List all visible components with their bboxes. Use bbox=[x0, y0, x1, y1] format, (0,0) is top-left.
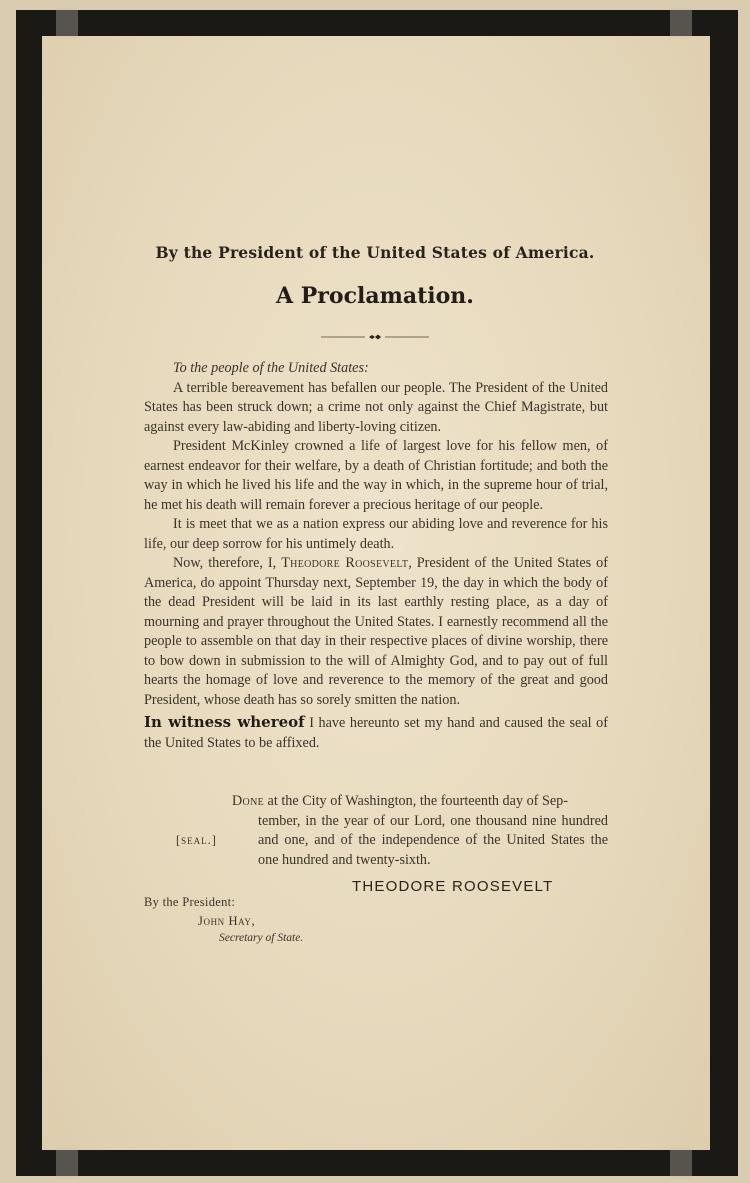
paragraph-4 bbox=[144, 554, 608, 710]
signature: THEODORE ROOSEVELT bbox=[352, 878, 554, 895]
paragraph-4-end: , President of the United States of America, do appoint Thursday next, September 19, the day in which the body of the dead President will be laid in its last earthly resting place, as a day of mourning and prayer throughout the United States. I earnestly recommend all the people to assemble on that day in their respective places of divine worship, there to bow down in submission to the will of Almighty God, and to pay out of full hearts the homage of love and reverence to the memory of the great and good President, whose death has so sorely smitten the nation. bbox=[144, 555, 609, 708]
attestation-name: John Hay, bbox=[198, 914, 256, 928]
witness-rest: I have hereunto set my hand and caused the seal of the United States to be affixed. bbox=[144, 715, 609, 751]
tape-bottom-left bbox=[56, 1148, 78, 1178]
ornament-divider bbox=[321, 332, 429, 342]
done-block bbox=[232, 792, 608, 870]
done-rest: tember, in the year of our Lord, one thousand nine hundred and one, and of the independence of the United States the one hundred and twenty-sixth. bbox=[258, 812, 608, 868]
proclamation-body bbox=[144, 359, 608, 753]
proclamation-title: A Proclamation. bbox=[276, 283, 474, 309]
tape-bottom-right bbox=[670, 1148, 692, 1178]
attestation-title: Secretary of State. bbox=[219, 932, 304, 944]
done-lead: Done bbox=[232, 793, 264, 809]
done-line1-text: at the City of Washington, the fourteenth day of Sep- bbox=[264, 793, 568, 809]
paragraph-2: President McKinley crowned a life of largest love for his fellow men, of earnest endeavor for their welfare, by a death of Christian fortitude; and both the way in which he lived his life and the way in which, in the supreme hour of trial, he met his death will remain forever a precious heritage of our people. bbox=[144, 438, 608, 513]
paragraph-1: A terrible bereavement has befallen our people. The President of the United States has been struck down; a crime not only against the Chief Magistrate, but against every law-abiding and liberty-loving citizen. bbox=[144, 379, 608, 435]
witness-lead: In witness whereof bbox=[144, 713, 305, 731]
proclamation-heading: By the President of the United States of America. bbox=[155, 243, 595, 262]
seal-label: [seal.] bbox=[176, 833, 217, 847]
greeting: To the people of the United States: bbox=[173, 360, 369, 376]
attestation-by: By the President: bbox=[144, 895, 236, 909]
witness-paragraph bbox=[144, 713, 608, 753]
paragraph-3: It is meet that we as a nation express our abiding love and reverence for his life, our deep sorrow for his untimely death. bbox=[144, 516, 608, 552]
done-line-1 bbox=[232, 792, 608, 812]
paragraph-4-start: Now, therefore, I, bbox=[173, 555, 282, 571]
tape-top-left bbox=[56, 8, 78, 38]
tape-top-right bbox=[670, 8, 692, 38]
roosevelt-name-inline: Theodore Roosevelt bbox=[281, 555, 409, 571]
